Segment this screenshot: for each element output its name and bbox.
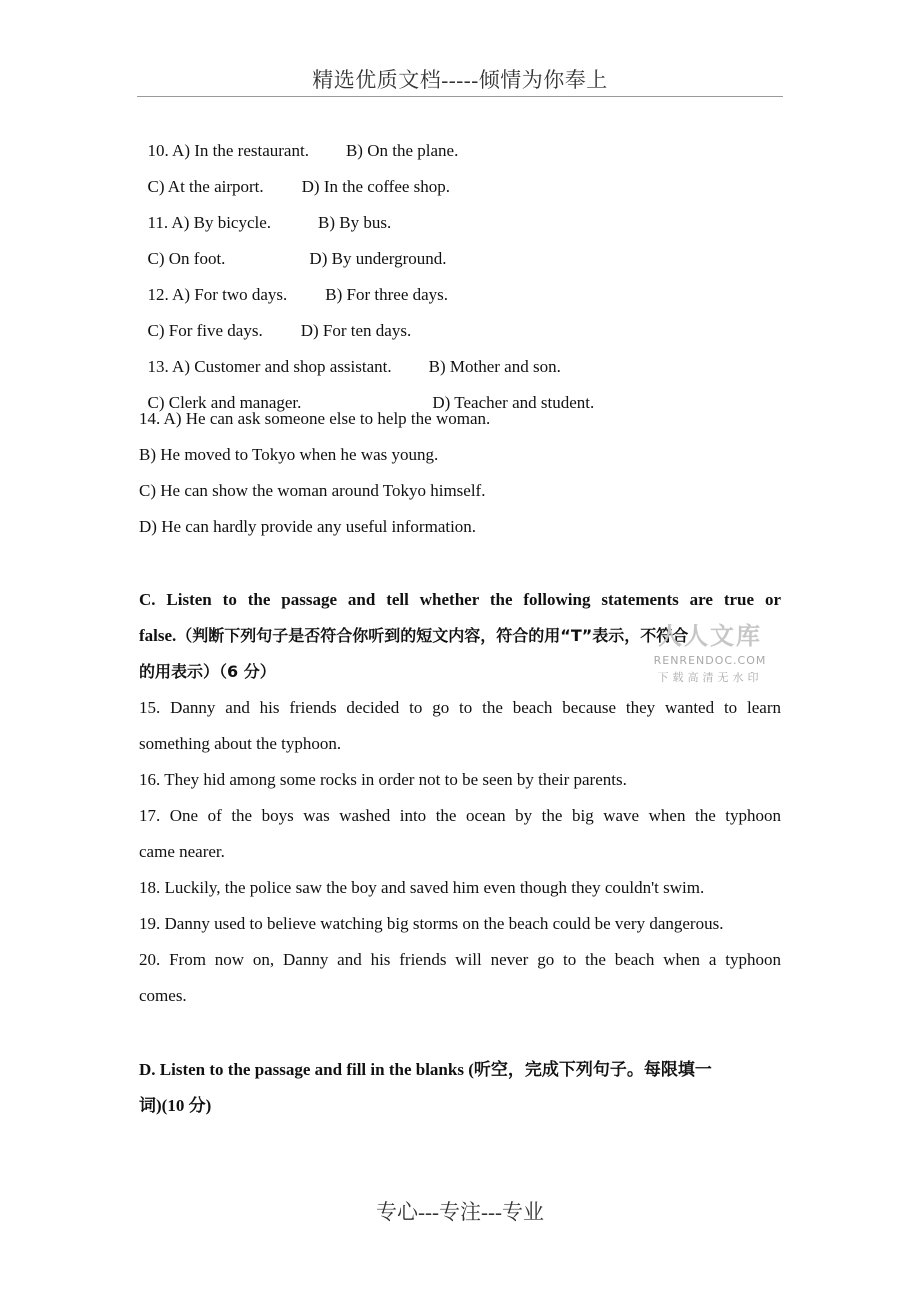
q14-option-d: D) He can hardly provide any useful information. [139,517,477,536]
q11-option-c: C) On foot. [147,249,226,268]
section-c-heading-line2 [139,626,688,646]
q10-row [139,121,458,161]
header-divider [137,96,783,97]
q14-option-a: 14. A) He can ask someone else to help the woman. [139,409,491,428]
q13-option-b: B) Mother and son. [428,357,561,376]
statement-17-line1: 17. One of the boys was washed into the ocean by the big wave when the typhoon [139,806,781,825]
q12-option-d: D) For ten days. [300,321,412,340]
section-d-heading-line2: 词)(10 分) [139,1096,212,1115]
q13-option-a: 13. A) Customer and shop assistant. [147,357,392,376]
statement-19: 19. Danny used to believe watching big storms on the beach could be very dangerous. [139,914,724,933]
statement-15-line2: something about the typhoon. [139,734,342,753]
section-c-false-word: false. [139,626,177,645]
statement-15-line1: 15. Danny and his friends decided to go to the beach because they wanted to learn [139,698,781,717]
q10-row-2 [139,157,450,197]
q12-option-a: 12. A) For two days. [147,285,288,304]
section-c-heading-line1: C. Listen to the passage and tell whether the following statements are true or [139,590,781,609]
q13-row-2 [139,373,594,413]
q14-option-c: C) He can show the woman around Tokyo himself. [139,481,486,500]
statement-20-line2: comes. [139,986,187,1005]
q10-option-b: B) On the plane. [345,141,459,160]
q10-option-a: 10. A) In the restaurant. [147,141,309,160]
q10-option-d: D) In the coffee shop. [301,177,451,196]
q12-row [139,265,448,305]
watermark-slogan: 下载高清无水印 [657,671,763,684]
q11-option-a: 11. A) By bicycle. [147,213,272,232]
q11-option-d: D) By underground. [309,249,447,268]
page-header: 精选优质文档-----倾情为你奉上 [312,68,608,92]
statement-17-line2: came nearer. [139,842,225,861]
q13-option-d: D) Teacher and student. [432,393,595,412]
q13-row [139,337,561,377]
section-c-heading-line3: 的用表示）（6 分） [139,662,276,681]
q11-option-b: B) By bus. [318,213,392,232]
q12-option-c: C) For five days. [147,321,263,340]
page-footer: 专心---专注---专业 [376,1200,544,1224]
watermark-domain: RENRENDOC.COM [653,654,767,667]
statement-16: 16. They hid among some rocks in order not to be seen by their parents. [139,770,627,789]
q10-option-c: C) At the airport. [147,177,264,196]
watermark-logo-text: 人人文库 [658,622,762,650]
section-c-instruction: （判断下列句子是否符合你听到的短文内容，符合的用“T”表示，不符合 [176,626,689,645]
section-d-heading-line1: D. Listen to the passage and fill in the blanks (听空，完成下列句子。每限填一 [139,1060,712,1079]
q12-option-b: B) For three days. [325,285,449,304]
renrendoc-watermark [646,616,776,686]
q11-row [139,193,391,233]
statement-20-line1: 20. From now on, Danny and his friends will never go to the beach when a typhoon [139,950,781,969]
q12-row-2 [139,301,411,341]
q11-row-2 [139,229,447,269]
statement-18: 18. Luckily, the police saw the boy and saved him even though they couldn't swim. [139,878,705,897]
q14-option-b: B) He moved to Tokyo when he was young. [139,445,439,464]
q13-option-c: C) Clerk and manager. [147,393,302,412]
